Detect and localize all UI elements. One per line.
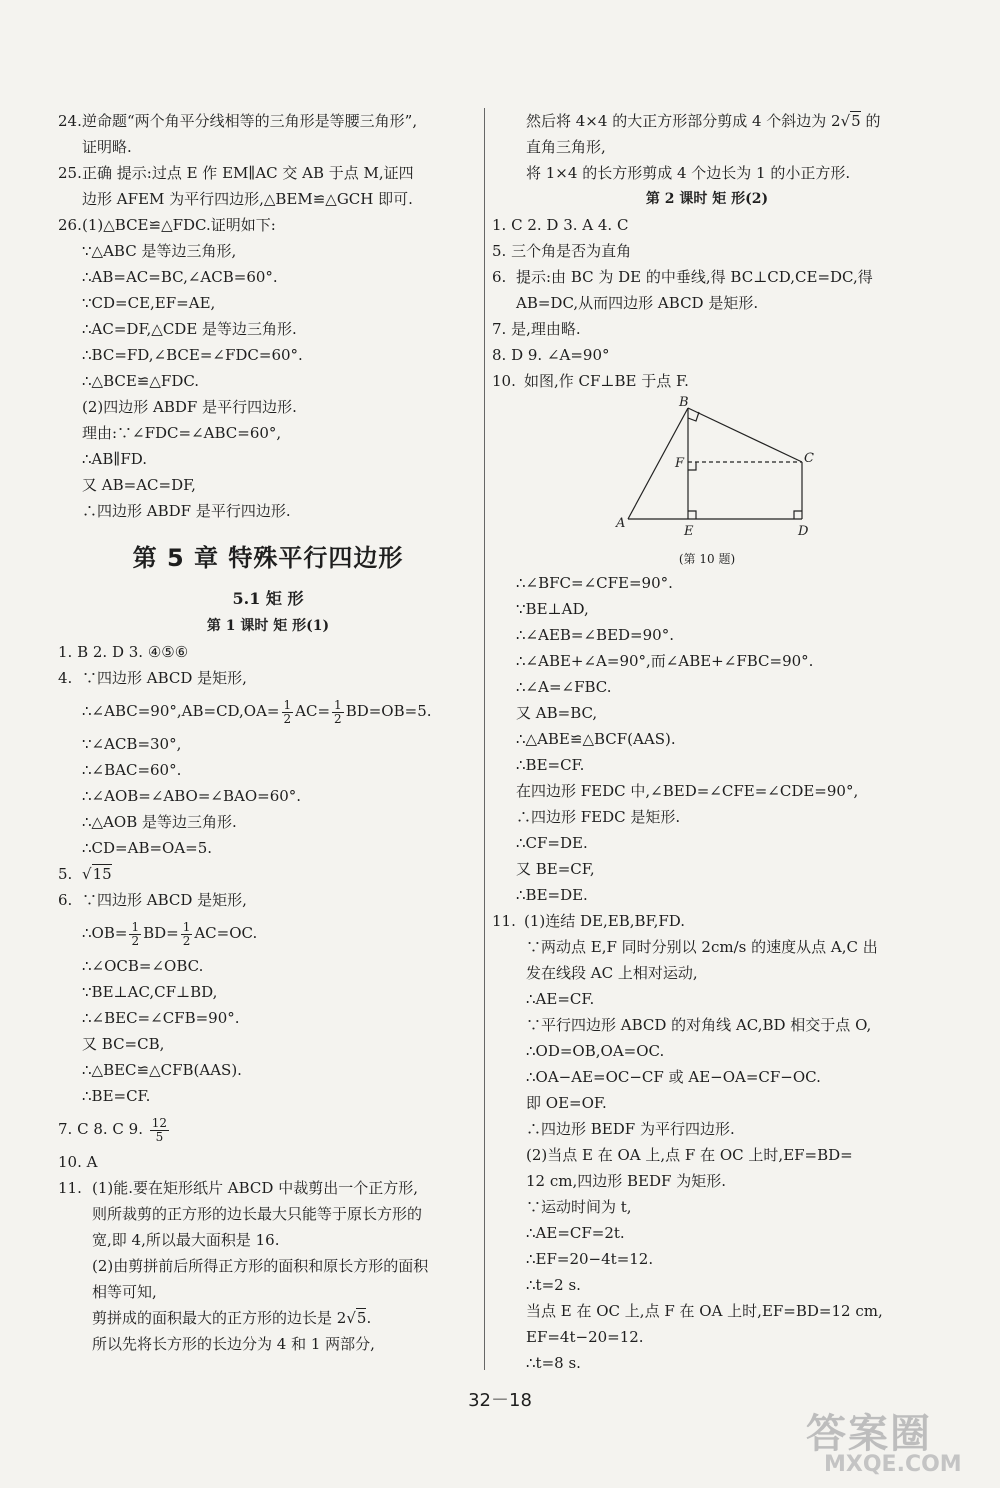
answer-24: 24.逆命题“两个角平分线相等的三角形是等腰三角形”,: [58, 112, 418, 130]
proof-line: ∴△AOB 是等边三角形.: [82, 813, 237, 831]
answer-11: 11. (1)连结 DE,EB,BF,FD.: [492, 912, 686, 930]
proof-line: ∴CF=DE.: [516, 834, 588, 852]
answer-6: 6. 提示:由 BC 为 DE 的中垂线,得 BC⊥CD,CE=DC,得: [492, 268, 873, 286]
proof-line-fraction: ∴∠ABC=90°,AB=CD,OA= $\frac{1}{2}$ AC= $\frac{1}{2}$ BD=OB=5.: [82, 697, 432, 726]
answer-line: 然后将 4×4 的大正方形部分剪成 4 个斜边为 2√5 的: [526, 112, 881, 130]
proof-line: ∴OA−AE=OC−CF 或 AE−OA=CF−OC.: [526, 1068, 821, 1086]
fraction: $\frac{1}{2}$: [283, 697, 292, 726]
answer-line: (2)由剪拼前后所得正方形的面积和原长方形的面积: [92, 1257, 429, 1275]
proof-line: ∴BE=CF.: [516, 756, 585, 774]
proof-line: 又 AB=BC,: [516, 704, 598, 722]
label-a: A: [616, 516, 626, 531]
proof-line: ∵△ABC 是等边三角形,: [82, 242, 237, 260]
fraction: $\frac{12}{5}$: [151, 1115, 168, 1144]
proof-line: 又 BC=CB,: [82, 1035, 165, 1053]
proof-line: ∴∠AOB=∠ABO=∠BAO=60°.: [82, 787, 302, 805]
proof-line: ∴∠BFC=∠CFE=90°.: [516, 574, 673, 592]
proof-line: ∴BC=FD,∠BCE=∠FDC=60°.: [82, 346, 303, 364]
proof-line: 又 BE=CF,: [516, 860, 595, 878]
watermark: [806, 1402, 996, 1486]
answer-5: 5. √15: [58, 865, 112, 883]
proof-line: ∴t=8 s.: [526, 1354, 581, 1372]
proof-line: ∵BE⊥AD,: [516, 600, 589, 618]
proof-line: 理由:∵∠FDC=∠ABC=60°,: [82, 424, 282, 442]
proof-line-fraction: ∴OB= $\frac{1}{2}$ BD= $\frac{1}{2}$ AC=OC.: [82, 919, 258, 948]
answers-7-9: 7. C 8. C 9. $\frac{12}{5}$: [58, 1115, 168, 1144]
proof-line: ∴四边形 FEDC 是矩形.: [516, 808, 681, 826]
answer-5: 5. 三个角是否为直角: [492, 242, 632, 260]
geometry-figure: [492, 394, 922, 570]
answer-24-line2: 证明略.: [82, 138, 132, 156]
proof-line: ∴BE=CF.: [82, 1087, 151, 1105]
proof-line: 发在线段 AC 上相对运动,: [526, 964, 698, 982]
proof-line: ∵运动时间为 t,: [526, 1198, 632, 1216]
lesson-title: 第 1 课时 矩 形(1): [206, 618, 330, 634]
proof-line: (2)当点 E 在 OA 上,点 F 在 OC 上时,EF=BD=: [526, 1146, 853, 1164]
proof-line: ∴△BCE≌△FDC.: [82, 372, 200, 390]
label-c: C: [804, 451, 814, 466]
proof-line: ∴AB=AC=BC,∠ACB=60°.: [82, 268, 278, 286]
proof-line: ∴∠BEC=∠CFB=90°.: [82, 1009, 240, 1027]
answer-line: AB=DC,从而四边形 ABCD 是矩形.: [516, 294, 759, 312]
answer-6: 6. ∵四边形 ABCD 是矩形,: [58, 891, 247, 909]
proof-line: ∴AE=CF=2t.: [526, 1224, 625, 1242]
proof-line: ∴∠OCB=∠OBC.: [82, 957, 204, 975]
left-column: [58, 108, 478, 1357]
answers-1-3: 1. B 2. D 3. ④⑤⑥: [58, 643, 189, 661]
answer-line: 直角三角形,: [526, 138, 606, 156]
section-title: 5.1 矩 形: [232, 589, 304, 608]
label-f: F: [675, 456, 685, 471]
answer-26: 26.(1)△BCE≌△FDC.证明如下:: [58, 216, 276, 234]
proof-line: 在四边形 FEDC 中,∠BED=∠CFE=∠CDE=90°,: [516, 782, 859, 800]
right-column: [492, 108, 922, 1376]
proof-line: ∴BE=DE.: [516, 886, 588, 904]
proof-line: ∴∠ABE+∠A=90°,而∠ABE+∠FBC=90°.: [516, 652, 814, 670]
proof-line: EF=4t−20=12.: [526, 1328, 644, 1346]
answer-10: 10. A: [58, 1153, 98, 1171]
watermark-url: MXQE.COM: [824, 1452, 962, 1477]
figure-caption: (第 10 题): [678, 552, 736, 566]
answer-10: 10. 如图,作 CF⊥BE 于点 F.: [492, 372, 689, 390]
segment-bc: [688, 408, 802, 462]
fraction: $\frac{1}{2}$: [182, 919, 191, 948]
right-angle-b: [688, 412, 699, 421]
proof-line: ∴四边形 ABDF 是平行四边形.: [82, 502, 291, 520]
right-angle-f: [688, 462, 696, 470]
answers-8-9: 8. D 9. ∠A=90°: [492, 346, 610, 364]
proof-line: ∴∠BAC=60°.: [82, 761, 182, 779]
proof-line: ∴EF=20−4t=12.: [526, 1250, 654, 1268]
page-number: 32－18: [468, 1390, 532, 1411]
proof-line: ∴CD=AB=OA=5.: [82, 839, 213, 857]
proof-line: 12 cm,四边形 BEDF 为矩形.: [526, 1172, 726, 1190]
answer-4: 4. ∵四边形 ABCD 是矩形,: [58, 669, 247, 687]
proof-line: ∴△BEC≌△CFB(AAS).: [82, 1061, 242, 1079]
right-angle-d: [794, 511, 802, 519]
answer-line: 将 1×4 的长方形剪成 4 个边长为 1 的小正方形.: [526, 164, 851, 182]
proof-line: ∵平行四边形 ABCD 的对角线 AC,BD 相交于点 O,: [526, 1016, 872, 1034]
answer-25-line2: 边形 AFEM 为平行四边形,△BEM≌△GCH 即可.: [82, 190, 413, 208]
proof-line: (2)四边形 ABDF 是平行四边形.: [82, 398, 297, 416]
proof-line: ∴t=2 s.: [526, 1276, 581, 1294]
fraction: $\frac{1}{2}$: [334, 697, 342, 726]
column-divider: [484, 108, 485, 1370]
right-angle-e: [688, 511, 696, 519]
proof-line: ∴四边形 BEDF 为平行四边形.: [526, 1120, 735, 1138]
proof-line: ∵BE⊥AC,CF⊥BD,: [82, 983, 218, 1001]
proof-line: 又 AB=AC=DF,: [82, 476, 196, 494]
proof-line: ∴△ABE≌△BCF(AAS).: [516, 730, 676, 748]
answer-line: 相等可知,: [92, 1283, 157, 1301]
answer-25: 25.正确 提示:过点 E 作 EM∥AC 交 AB 于点 M,证四: [58, 164, 414, 182]
answers-1-4: 1. C 2. D 3. A 4. C: [492, 216, 629, 234]
proof-line: ∵CD=CE,EF=AE,: [82, 294, 216, 312]
answer-line: 剪拼成的面积最大的正方形的边长是 2√5.: [92, 1309, 372, 1327]
proof-line: ∵两动点 E,F 同时分别以 2cm/s 的速度从点 A,C 出: [526, 938, 878, 956]
answer-11: 11. (1)能.要在矩形纸片 ABCD 中裁剪出一个正方形,: [58, 1179, 418, 1197]
proof-line: ∴OD=OB,OA=OC.: [526, 1042, 665, 1060]
fraction: $\frac{1}{2}$: [131, 919, 140, 948]
label-d: D: [798, 524, 809, 539]
proof-line: ∴AB∥FD.: [82, 450, 147, 468]
proof-line: ∴AE=CF.: [526, 990, 595, 1008]
proof-line: ∴∠A=∠FBC.: [516, 678, 612, 696]
label-b: B: [679, 395, 689, 410]
quadrilateral-diagram: [612, 394, 812, 544]
proof-line: 当点 E 在 OC 上,点 F 在 OA 上时,EF=BD=12 cm,: [526, 1302, 883, 1320]
proof-line: ∴AC=DF,△CDE 是等边三角形.: [82, 320, 297, 338]
proof-line: ∵∠ACB=30°,: [82, 735, 182, 753]
chapter-title: 第 5 章 特殊平行四边形: [132, 544, 404, 572]
answer-7: 7. 是,理由略.: [492, 320, 581, 338]
proof-line: 即 OE=OF.: [526, 1094, 607, 1112]
label-e: E: [684, 524, 694, 539]
answer-line: 宽,即 4,所以最大面积是 16.: [92, 1231, 280, 1249]
lesson-title: 第 2 课时 矩 形(2): [645, 191, 769, 207]
watermark-logo: 答案圈: [806, 1411, 932, 1457]
proof-line: ∴∠AEB=∠BED=90°.: [516, 626, 674, 644]
answer-line: 则所裁剪的正方形的边长最大只能等于原长方形的: [92, 1205, 423, 1223]
answer-line: 所以先将长方形的长边分为 4 和 1 两部分,: [92, 1335, 375, 1353]
